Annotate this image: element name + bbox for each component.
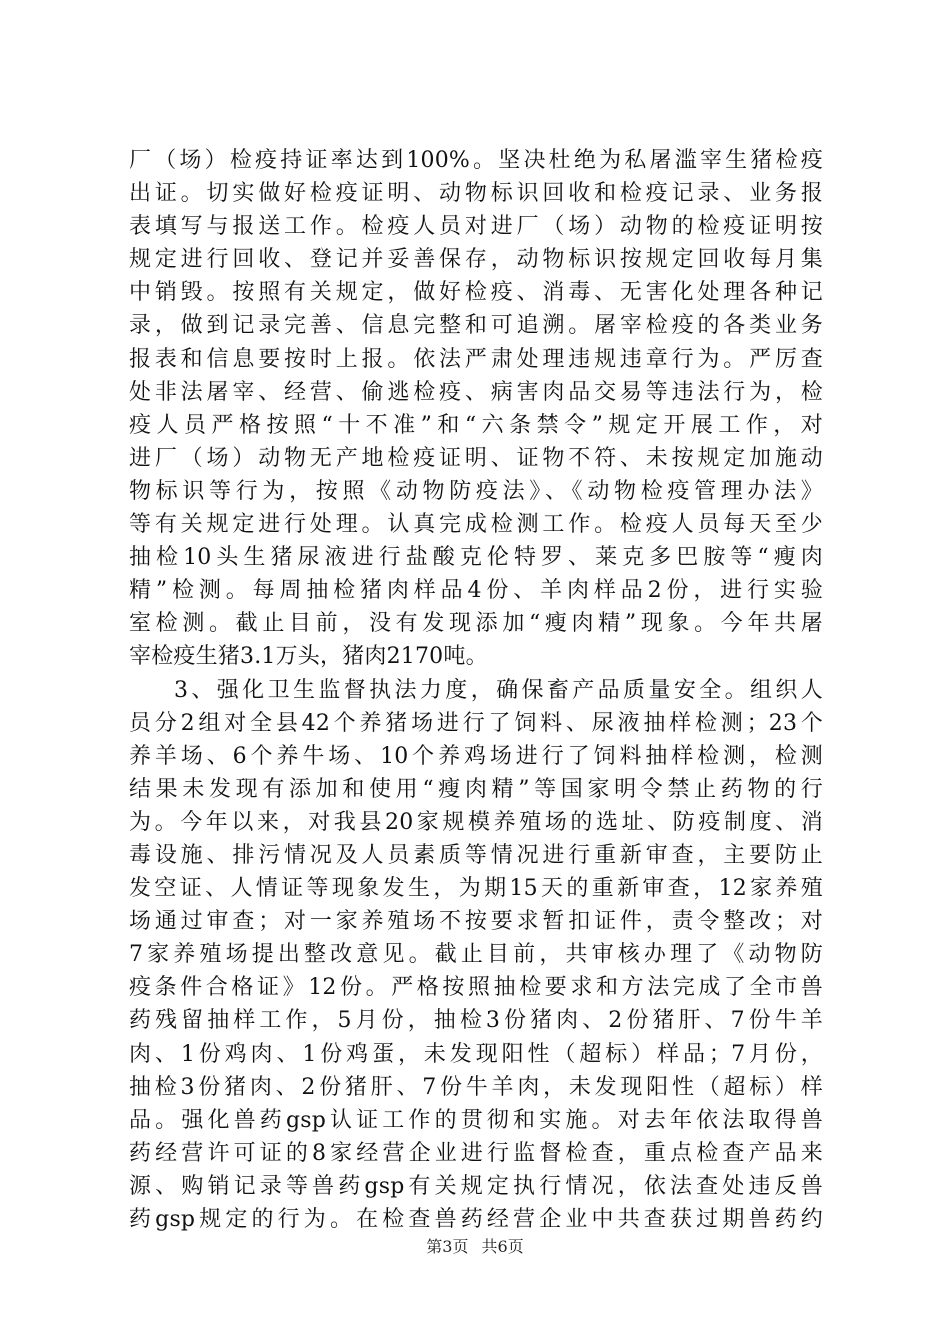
text-line: 发空证、人情证等现象发生，为期15天的重新审查，12家养殖	[129, 876, 823, 902]
page-footer	[0, 1237, 950, 1257]
text-line: 员分2组对全县42个养猪场进行了饲料、尿液抽样检测；23个	[129, 710, 823, 736]
text-line: 进厂（场）动物无产地检疫证明、证物不符、未按规定加施动	[129, 445, 823, 471]
text-line: 结果未发现有添加和使用“瘦肉精”等国家明令禁止药物的行	[129, 776, 823, 802]
text-line: 中销毁。按照有关规定，做好检疫、消毒、无害化处理各种记	[129, 280, 823, 306]
text-line: 物标识等行为，按照《动物防疫法》、《动物检疫管理办法》	[129, 478, 823, 504]
text-line: 疫人员严格按照“十不准”和“六条禁令”规定开展工作，对	[129, 412, 823, 438]
text-line: 养羊场、6个养牛场、10个养鸡场进行了饲料抽样检测，检测	[129, 743, 823, 769]
text-line: 抽检10头生猪尿液进行盐酸克伦特罗、莱克多巴胺等“瘦肉	[129, 545, 823, 571]
page-total: 共6页	[481, 1237, 524, 1256]
text-line: 场通过审查；对一家养殖场不按要求暂扣证件，责令整改；对	[129, 909, 823, 935]
text-line: 品。强化兽药gsp认证工作的贯彻和实施。对去年依法取得兽	[129, 1107, 823, 1133]
text-line: 疫条件合格证》12份。严格按照抽检要求和方法完成了全市兽	[129, 975, 823, 1001]
text-line: 药残留抽样工作，5月份，抽检3份猪肉、2份猪肝、7份牛羊	[129, 1008, 823, 1034]
text-line: 规定进行回收、登记并妥善保存，动物标识按规定回收每月集	[129, 247, 823, 273]
text-line: 为。今年以来，对我县20家规模养殖场的选址、防疫制度、消	[129, 809, 823, 835]
page-number: 第3页	[426, 1237, 469, 1256]
text-line: 出证。切实做好检疫证明、动物标识回收和检疫记录、业务报	[129, 181, 823, 207]
text-line: 厂（场）检疫持证率达到100%。坚决杜绝为私屠滥宰生猪检疫	[129, 148, 823, 173]
text-line: 源、购销记录等兽药gsp有关规定执行情况，依法查处违反兽	[129, 1173, 823, 1199]
text-line: 药gsp规定的行为。在检查兽药经营企业中共查获过期兽药约	[129, 1207, 823, 1232]
text-line: 报表和信息要按时上报。依法严肃处理违规违章行为。严厉查	[129, 346, 823, 372]
paragraph-start-line: 3、强化卫生监督执法力度，确保畜产品质量安全。组织人	[174, 677, 823, 703]
text-line: 精”检测。每周抽检猪肉样品4份、羊肉样品2份，进行实验	[129, 578, 823, 604]
text-line: 毒设施、排污情况及人员素质等情况进行重新审查，主要防止	[129, 842, 823, 868]
text-line: 抽检3份猪肉、2份猪肝、7份牛羊肉，未发现阳性（超标）样	[129, 1074, 823, 1100]
text-line: 处非法屠宰、经营、偷逃检疫、病害肉品交易等违法行为，检	[129, 379, 823, 405]
text-line: 宰检疫生猪3.1万头，猪肉2170吨。	[129, 644, 488, 670]
text-line: 室检测。截止目前，没有发现添加“瘦肉精”现象。今年共屠	[129, 611, 823, 637]
text-line: 肉、1份鸡肉、1份鸡蛋，未发现阳性（超标）样品；7月份，	[129, 1041, 823, 1067]
text-line: 表填写与报送工作。检疫人员对进厂（场）动物的检疫证明按	[129, 214, 823, 240]
text-line: 药经营许可证的8家经营企业进行监督检查，重点检查产品来	[129, 1140, 823, 1166]
document-body	[129, 144, 823, 1236]
text-line: 7家养殖场提出整改意见。截止目前，共审核办理了《动物防	[129, 942, 823, 968]
text-line: 录，做到记录完善、信息完整和可追溯。屠宰检疫的各类业务	[129, 313, 823, 339]
text-line: 等有关规定进行处理。认真完成检测工作。检疫人员每天至少	[129, 512, 823, 538]
